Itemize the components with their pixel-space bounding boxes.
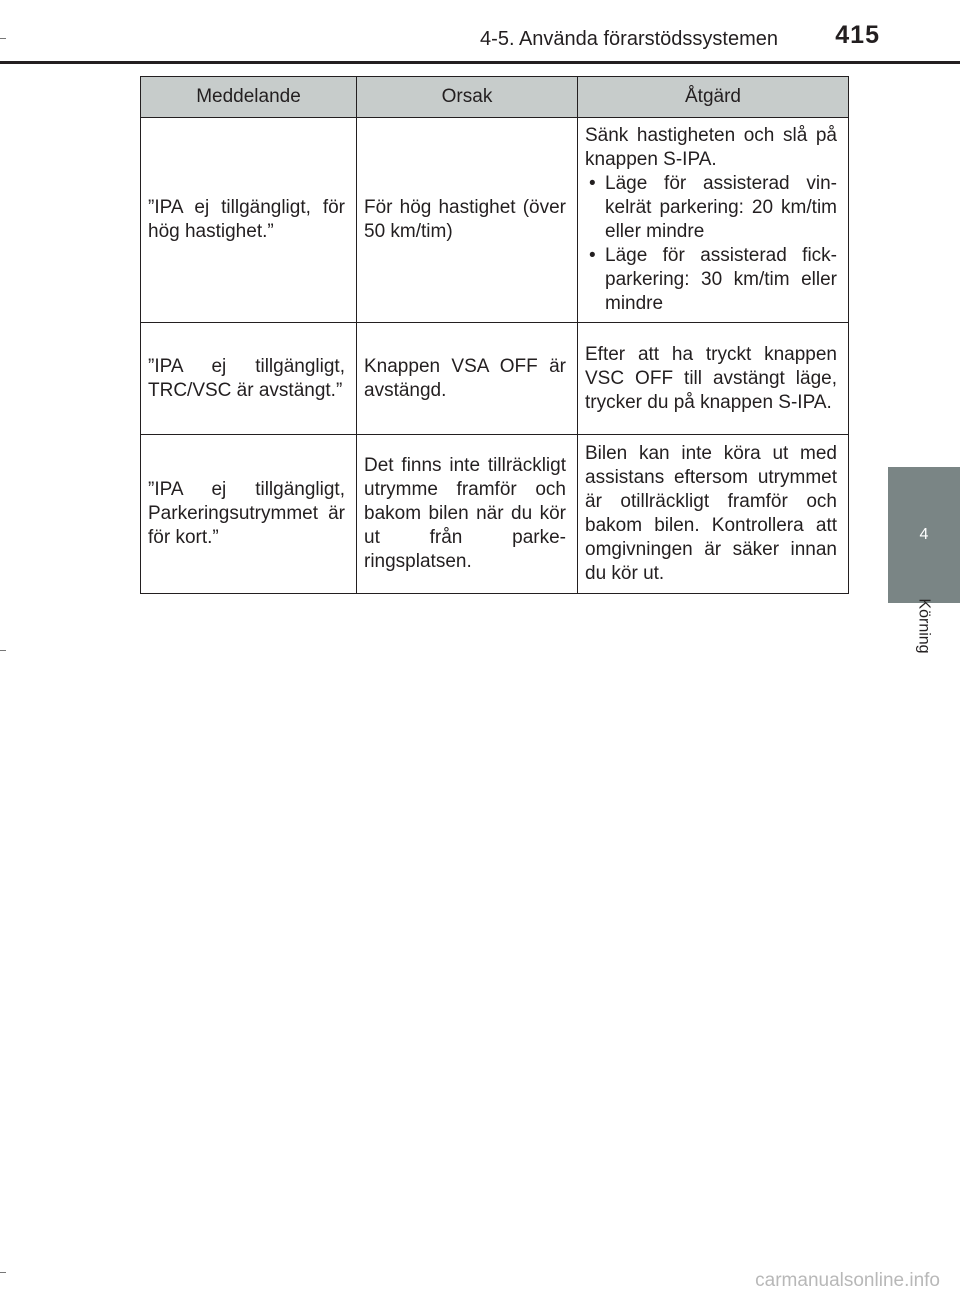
cell-text: ”IPA ej tillgängligt, Parkeringsutrymmet är för kort.” [148, 479, 345, 548]
cell-text: Efter att ha tryckt knappen VSC OFF till avstängt läge, trycker du på knappen S-IPA. [585, 343, 837, 413]
cell-text: För hög hastighet (över 50 km/tim) [364, 197, 566, 242]
table-row [141, 435, 849, 594]
crop-mark [0, 38, 6, 39]
section-title: 4-5. Använda förarstödssystemen [480, 28, 778, 50]
cell-text: Bilen kan inte köra ut med assistans eftersom utrymmet är otillräckligt framför och bakom bilen. Kontrollera att omgivningen är säker innan du kör ut. [585, 443, 837, 584]
cell-meddelande [141, 118, 357, 323]
cell-orsak [357, 323, 578, 435]
chapter-number: 4 [919, 526, 929, 543]
list-item: • Läge för assisterad vinkelrät parkering: 20 km/tim eller mindre [585, 172, 837, 244]
cell-meddelande [141, 435, 357, 594]
table-header-row [141, 77, 849, 118]
cell-orsak [357, 118, 578, 323]
crop-mark [0, 650, 6, 651]
cell-meddelande [141, 323, 357, 435]
cell-atgard [578, 323, 849, 435]
page-header [0, 0, 960, 64]
list-item: • Läge för assisterad fickparkering: 30 km/tim eller mindre [585, 244, 837, 316]
cell-atgard [578, 118, 849, 323]
watermark: carmanualsonline.info [755, 1270, 940, 1291]
cell-orsak [357, 435, 578, 594]
cell-text: Sänk hastigheten och slå på knappen S-IPA. [585, 125, 837, 170]
chapter-label [896, 578, 952, 674]
cell-text: ”IPA ej tillgängligt, TRC/VSC är avstängt.” [148, 355, 345, 401]
message-table [140, 76, 849, 594]
column-header-orsak: Orsak [357, 77, 578, 118]
table-row [141, 323, 849, 435]
chapter-label-text: Körning [916, 598, 933, 654]
cell-text: Det finns inte tillräckligt utrymme framför och bakom bilen när du kör ut från parkeringsplatsen. [364, 455, 566, 572]
cell-atgard [578, 435, 849, 594]
page-number: 415 [835, 21, 880, 49]
column-header-meddelande: Meddelande [141, 77, 357, 118]
cell-text: ”IPA ej tillgängligt, för hög hastighet.” [148, 197, 345, 242]
header-rule [0, 61, 960, 64]
table-row [141, 118, 849, 323]
crop-mark [0, 1272, 6, 1273]
cell-text: Knappen VSA OFF är avstängd. [364, 355, 566, 401]
bullet-list [585, 172, 837, 316]
column-header-atgard: Åtgärd [578, 77, 849, 118]
